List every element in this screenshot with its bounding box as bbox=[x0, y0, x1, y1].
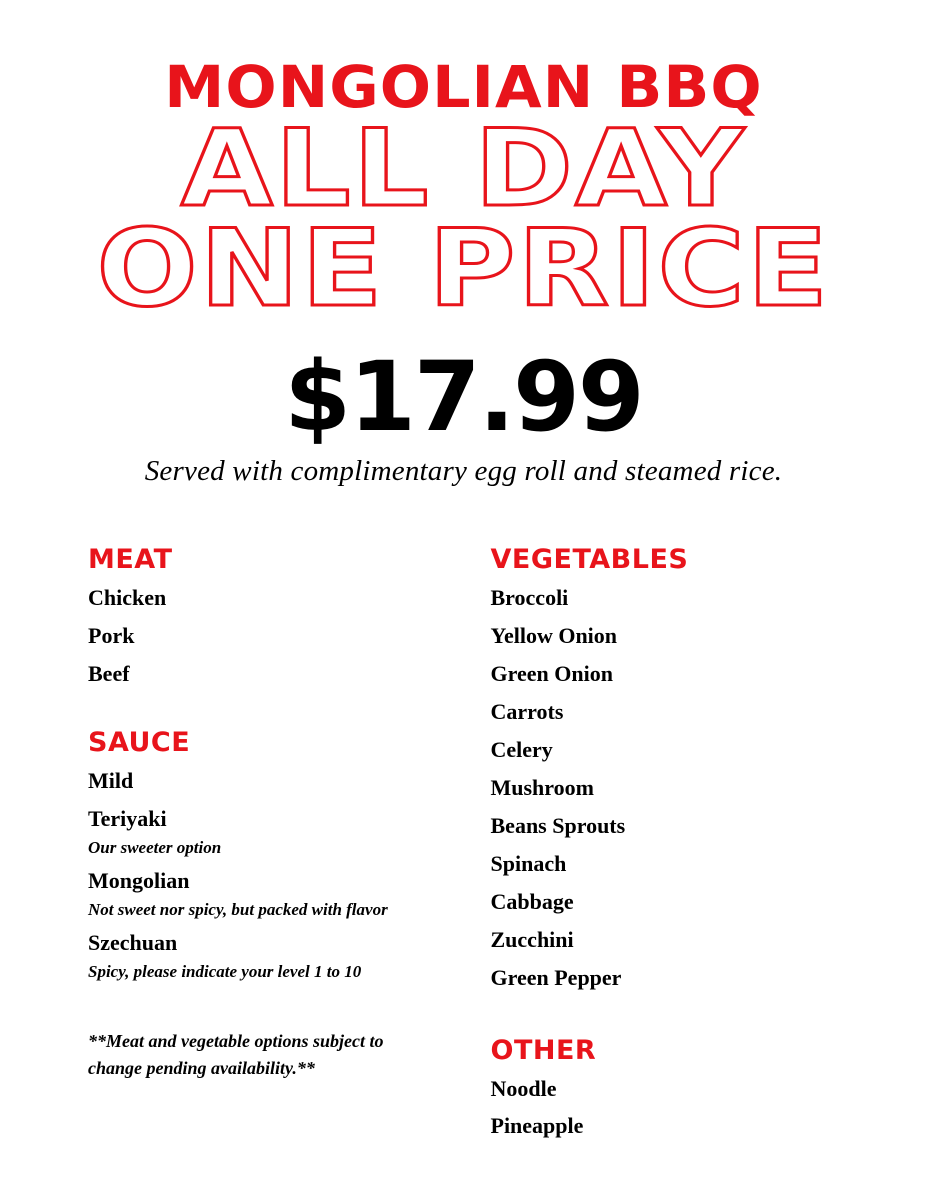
list-vegetables bbox=[491, 585, 840, 990]
price-value: $17.99 bbox=[284, 341, 643, 454]
list-item-note: Not sweet nor spicy, but packed with flavor bbox=[88, 899, 388, 919]
list-item: Chicken bbox=[88, 585, 167, 611]
list-item: Beef bbox=[88, 660, 130, 686]
list-other bbox=[491, 1076, 840, 1140]
list-item: Cabbage bbox=[490, 888, 574, 914]
list-item: Broccoli bbox=[490, 585, 569, 611]
section-heading-meat: MEAT bbox=[88, 544, 173, 576]
list-item: Noodle bbox=[490, 1075, 557, 1101]
headline-line-2: ONE PRICE bbox=[96, 206, 831, 330]
list-meat bbox=[88, 585, 437, 687]
section-heading-other: OTHER bbox=[490, 1034, 597, 1066]
list-item: Mongolian bbox=[88, 867, 190, 893]
list-item: Pork bbox=[88, 622, 135, 648]
list-item: Mushroom bbox=[490, 774, 594, 800]
list-item: Teriyaki bbox=[88, 805, 167, 831]
list-sauce bbox=[88, 768, 437, 982]
poster-headline bbox=[60, 107, 867, 330]
vegetables-block bbox=[491, 544, 840, 990]
poster-header bbox=[60, 53, 867, 488]
list-item-note: Spicy, please indicate your level 1 to 10 bbox=[88, 961, 362, 981]
list-item: Green Pepper bbox=[490, 964, 622, 990]
column-right bbox=[461, 544, 840, 1151]
availability-footnote: **Meat and vegetable options subject to change pending availability.** bbox=[88, 1030, 384, 1078]
headline-line-1: ALL DAY bbox=[180, 107, 747, 230]
list-item: Szechuan bbox=[88, 929, 178, 955]
other-block bbox=[491, 1035, 840, 1140]
poster-subtitle: Served with complimentary egg roll and steamed rice. bbox=[144, 455, 783, 488]
list-item-note: Our sweeter option bbox=[88, 837, 222, 857]
list-item: Celery bbox=[490, 736, 553, 762]
list-item: Zucchini bbox=[490, 926, 574, 952]
list-item: Yellow Onion bbox=[490, 622, 618, 648]
list-item: Spinach bbox=[490, 850, 567, 876]
list-item: Beans Sprouts bbox=[490, 812, 626, 838]
list-item: Mild bbox=[88, 767, 134, 793]
section-heading-vegetables: VEGETABLES bbox=[490, 544, 689, 576]
menu-columns bbox=[60, 544, 867, 1151]
column-left bbox=[88, 544, 461, 1151]
section-heading-sauce: SAUCE bbox=[88, 726, 191, 758]
list-item: Green Onion bbox=[490, 660, 613, 686]
list-item: Carrots bbox=[490, 698, 564, 724]
poster-title: MONGOLIAN BBQ bbox=[164, 53, 763, 121]
list-item: Pineapple bbox=[490, 1113, 584, 1139]
